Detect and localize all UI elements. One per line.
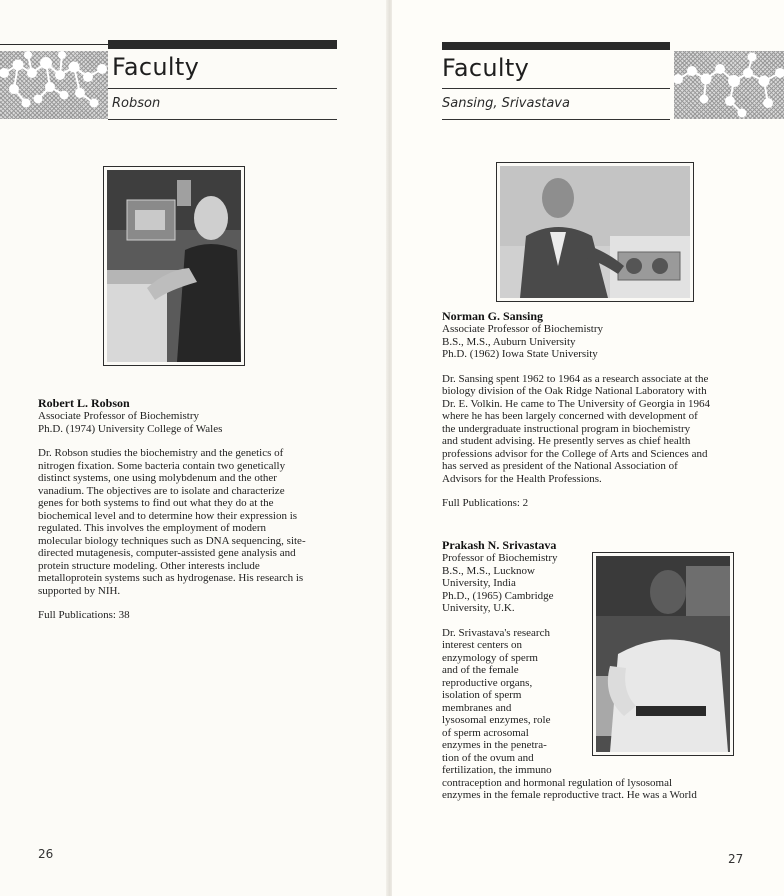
srivastava-position: Professor of Biochemistry	[442, 552, 558, 564]
srivastava-photo	[592, 552, 734, 756]
bio-line: molecular biology techniques such as DNA sequencing, site-	[38, 534, 306, 547]
bio-line: fertilization, the immuno	[442, 764, 552, 776]
bio-line: protein structure modeling. Other interests include	[38, 559, 260, 572]
robson-position: Associate Professor of Biochemistry	[38, 410, 199, 422]
robson-degree: Ph.D. (1974) University College of Wales	[38, 422, 223, 435]
bio-line: has served as president of the National Association of	[442, 460, 678, 472]
header-molecule-pattern-left	[0, 51, 108, 119]
bio-line: regulated. This involves the employment of modern	[38, 522, 266, 534]
srivastava-degree: B.S., M.S., Lucknow	[442, 564, 535, 577]
bio-line: lysosomal enzymes, role	[442, 714, 551, 726]
title-rule	[108, 88, 337, 89]
bio-line: tion of the ovum and	[442, 751, 534, 764]
title-rule	[442, 88, 670, 89]
sansing-name: Norman G. Sansing	[442, 309, 544, 323]
bio-line: professions advisor for the College of Arts and Sciences and	[442, 447, 708, 460]
bio-line: genes for both systems to find out what they do at the	[38, 497, 274, 509]
bio-line: vanadium. The objectives are to isolate and characterize	[38, 484, 285, 497]
sansing-bio	[442, 373, 742, 486]
sansing-degree: B.S., M.S., Auburn University	[442, 335, 576, 348]
bio-line: where he has been largely concerned with development of	[442, 410, 698, 422]
bio-line: metalloprotein systems such as hydrogenase. His research is	[38, 572, 304, 584]
robson-name: Robert L. Robson	[38, 396, 130, 410]
robson-profile	[38, 396, 338, 622]
bio-line: isolation of sperm	[442, 689, 522, 701]
molecule-chain-icon	[674, 51, 784, 119]
header-bar-left-thin	[0, 44, 108, 45]
section-subtitle: Robson	[112, 96, 161, 111]
section-subtitle: Sansing, Srivastava	[442, 96, 570, 111]
bio-line: nitrogen fixation. Some bacteria contain two genetically	[38, 459, 286, 472]
bio-line: interest centers on	[442, 639, 523, 651]
bio-line: Dr. Srivastava's research	[442, 626, 550, 639]
bio-line: the undergraduate instructional program in biochemistry	[442, 422, 691, 435]
bio-line: biochemical level and to determine how their expression is	[38, 509, 298, 522]
bio-line: enzymology of sperm	[442, 651, 538, 664]
sansing-profile	[442, 309, 742, 510]
bio-line: and of the female	[442, 664, 519, 676]
sansing-degree: Ph.D. (1962) Iowa State University	[442, 348, 598, 360]
section-title: Faculty	[442, 54, 530, 82]
bio-line: membranes and	[442, 701, 512, 714]
robson-publications: Full Publications: 38	[38, 609, 130, 621]
subtitle-rule	[108, 119, 337, 120]
right-page	[392, 0, 784, 896]
srivastava-degree: Ph.D., (1965) Cambridge	[442, 589, 554, 602]
bio-line: Dr. E. Volkin. He came to The University of Georgia in 1964	[442, 397, 711, 410]
bio-line: and student advising. He presently serves as chief health	[442, 435, 691, 447]
page-number-left: 26	[38, 847, 54, 861]
bio-line: supported by NIH.	[38, 584, 121, 597]
bio-line: distinct systems, one using molybdenum and the other	[38, 472, 277, 484]
robson-bio	[38, 447, 338, 597]
header-molecule-pattern-right	[674, 51, 784, 119]
header-bar	[442, 42, 670, 50]
header-bar	[108, 40, 337, 49]
bio-line: reproductive organs,	[442, 676, 533, 689]
bio-line: Dr. Sansing spent 1962 to 1964 as a research associate at the	[442, 372, 709, 385]
bio-line: enzymes in the penetra-	[442, 739, 547, 751]
srivastava-degree: University, India	[442, 577, 516, 589]
srivastava-portrait-image	[596, 556, 730, 752]
sansing-photo	[496, 162, 694, 302]
srivastava-degree: University, U.K.	[442, 602, 515, 614]
bio-line: directed mutagenesis, computer-assisted gene analysis and	[38, 547, 296, 559]
bio-line: Advisors for the Health Professions.	[442, 472, 602, 485]
subtitle-rule	[442, 119, 670, 120]
sansing-portrait-image	[500, 166, 690, 298]
page-number-right: 27	[728, 852, 744, 866]
bio-line: enzymes in the female reproductive tract. He was a World	[442, 789, 697, 801]
bio-line: Dr. Robson studies the biochemistry and the genetics of	[38, 447, 284, 459]
bio-line: of sperm acrosomal	[442, 726, 529, 739]
robson-portrait-image	[107, 170, 241, 362]
robson-photo	[103, 166, 245, 366]
bio-line: contraception and hormonal regulation of lysosomal	[442, 776, 673, 789]
sansing-publications: Full Publications: 2	[442, 497, 529, 509]
srivastava-name: Prakash N. Srivastava	[442, 538, 557, 552]
bio-line: biology division of the Oak Ridge National Laboratory with	[442, 385, 707, 397]
molecule-chain-icon	[0, 51, 108, 119]
section-title: Faculty	[112, 53, 200, 81]
sansing-position: Associate Professor of Biochemistry	[442, 323, 603, 335]
